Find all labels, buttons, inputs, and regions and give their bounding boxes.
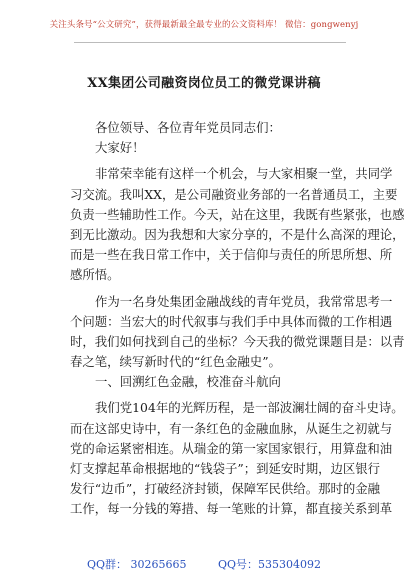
header-note: 关注头条号“公文研究”，获得最新最全最专业的公文资料库！ 微信：gongwenyj: [49, 20, 359, 30]
header-divider: [74, 42, 346, 43]
paragraph-line: 发行“边币”，打破经济封锁，保障军民供给。那时的金融: [70, 481, 381, 497]
paragraph-line: 习交流。我叫XX，是公司融资业务部的一名普通员工，主要: [70, 186, 398, 202]
section-heading: 一、回溯红色金融，校准奋斗航向: [95, 374, 281, 390]
salutation: 各位领导、各位青年党员同志们：: [95, 120, 281, 135]
qq-account-number: QQ号：535304092: [218, 558, 322, 571]
document-body: [70, 118, 405, 520]
paragraph-line: 感所悟。: [70, 267, 120, 283]
document-title: XX集团公司融资岗位员工的微党课讲稿: [87, 76, 321, 91]
footer-contact: [0, 556, 408, 572]
paragraph-line: 负责一些辅助性工作。今天，站在这里，我既有些紧张，也感: [70, 206, 405, 222]
paragraph-line: 个问题：当宏大的时代叙事与我们手中具体而微的工作相遇: [70, 313, 393, 329]
paragraph-line: 我们党104年的光辉历程，是一部波澜壮阔的奋斗史诗。: [95, 400, 404, 416]
paragraph-line: 党的命运紧密相连。从瑞金的第一家国家银行，用算盘和油: [70, 440, 393, 456]
paragraph-line: 灯支撑起革命根据地的“钱袋子”；到延安时期，边区银行: [70, 461, 381, 476]
paragraph-line: 非常荣幸能有这样一个机会，与大家相聚一堂，共同学: [95, 166, 393, 182]
paragraph-line: 而在这部史诗中，有一条红色的金融血脉，从诞生之初就与: [70, 420, 393, 436]
greeting: 大家好！: [95, 140, 145, 156]
qq-group-number: QQ群： 30265665: [86, 558, 187, 571]
paragraph-line: 而是一些在我日常工作中，关于信仰与责任的所思所想、所: [70, 247, 393, 263]
paragraph-line: 到无比激动。因为我想和大家分享的，不是什么高深的理论，: [70, 226, 405, 242]
paragraph-line: 工作，每一分钱的筹措、每一笔账的计算，都直接关系到革: [70, 501, 393, 517]
paragraph-line: 时，我们如何找到自己的坐标？今天我的微党课题目是：以青: [70, 333, 405, 349]
paragraph-line: 作为一名身处集团金融战线的青年党员，我常常思考一: [95, 293, 393, 309]
paragraph-line: 春之笔，续写新时代的“红色金融史”。: [70, 354, 281, 370]
